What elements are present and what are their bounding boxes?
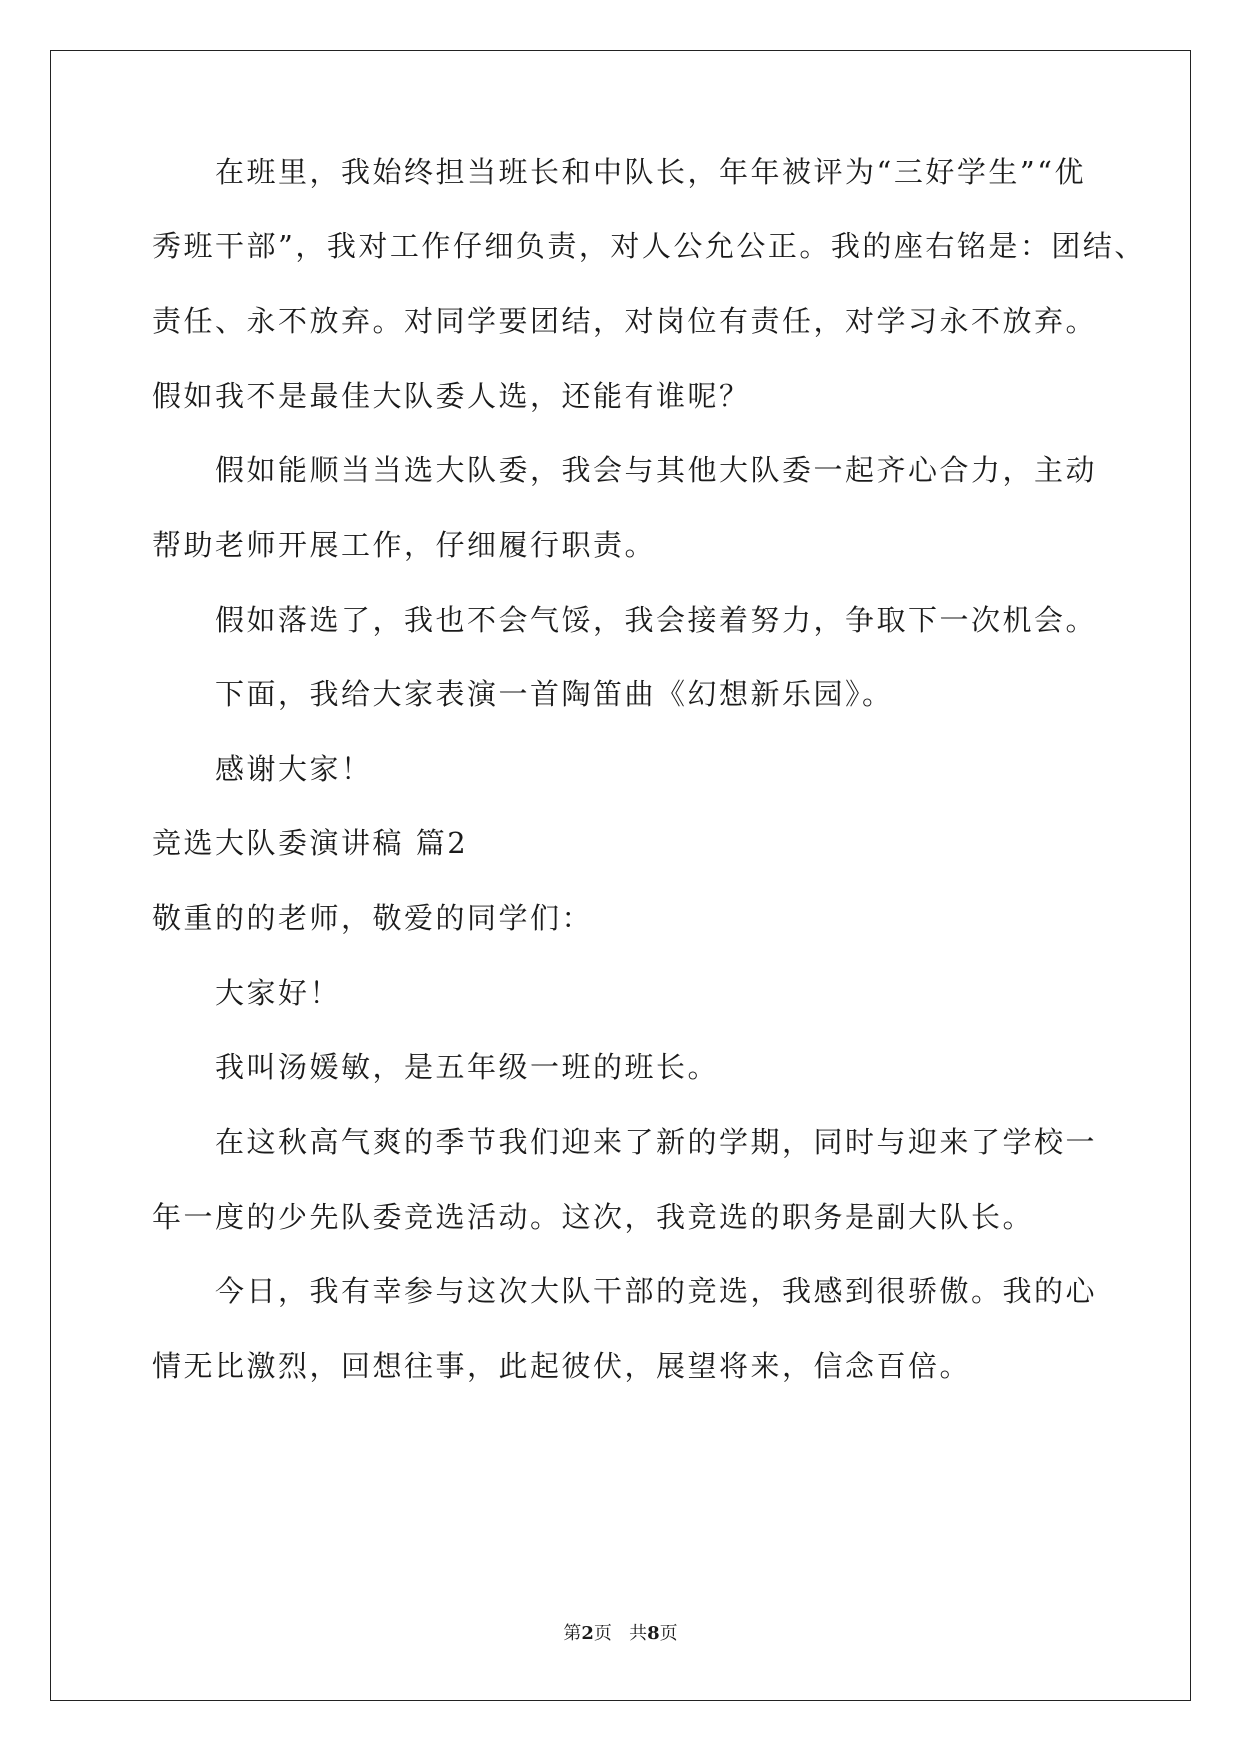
page-border: [50, 50, 1191, 1701]
footer-total-suffix: 页: [659, 1623, 678, 1644]
paragraph-line: 假如落选了，我也不会气馁，我会接着努力，争取下一次机会。: [215, 603, 1098, 637]
footer-page-prefix: 第: [563, 1623, 582, 1644]
footer-page-total: 8: [647, 1623, 660, 1644]
page-footer: [0, 1623, 1241, 1645]
section-heading: 竞选大队委演讲稿 篇2: [152, 826, 469, 860]
paragraph-line: 秀班干部”，我对工作仔细负责，对人公允公正。我的座右铭是：团结、: [152, 229, 1146, 263]
paragraph-line: 帮助老师开展工作，仔细履行职责。: [152, 528, 657, 562]
paragraph-line: 情无比激烈，回想往事，此起彼伏，展望将来，信念百倍。: [152, 1349, 972, 1383]
paragraph-line: 在这秋高气爽的季节我们迎来了新的学期，同时与迎来了学校一: [215, 1125, 1098, 1159]
paragraph-line: 今日，我有幸参与这次大队干部的竞选，我感到很骄傲。我的心: [215, 1274, 1098, 1308]
paragraph-line: 大家好！: [215, 976, 342, 1010]
paragraph-line: 假如我不是最佳大队委人选，还能有谁呢？: [152, 379, 751, 413]
footer-total-prefix: 共: [629, 1623, 648, 1644]
paragraph-line: 在班里，我始终担当班长和中队长，年年被评为“三好学生”“优: [215, 155, 1086, 189]
paragraph-line: 责任、永不放弃。对同学要团结，对岗位有责任，对学习永不放弃。: [152, 304, 1098, 338]
footer-page-suffix: 页: [593, 1623, 612, 1644]
footer-page-current: 2: [581, 1623, 594, 1644]
paragraph-line: 我叫汤媛敏，是五年级一班的班长。: [215, 1050, 720, 1084]
paragraph-line: 下面，我给大家表演一首陶笛曲《幻想新乐园》。: [215, 677, 894, 711]
paragraph-line: 年一度的少先队委竞选活动。这次，我竞选的职务是副大队长。: [152, 1200, 1035, 1234]
paragraph-line: 感谢大家！: [215, 752, 373, 786]
salutation: 敬重的的老师，敬爱的同学们：: [152, 901, 594, 935]
paragraph-line: 假如能顺当当选大队委，我会与其他大队委一起齐心合力，主动: [215, 453, 1098, 487]
